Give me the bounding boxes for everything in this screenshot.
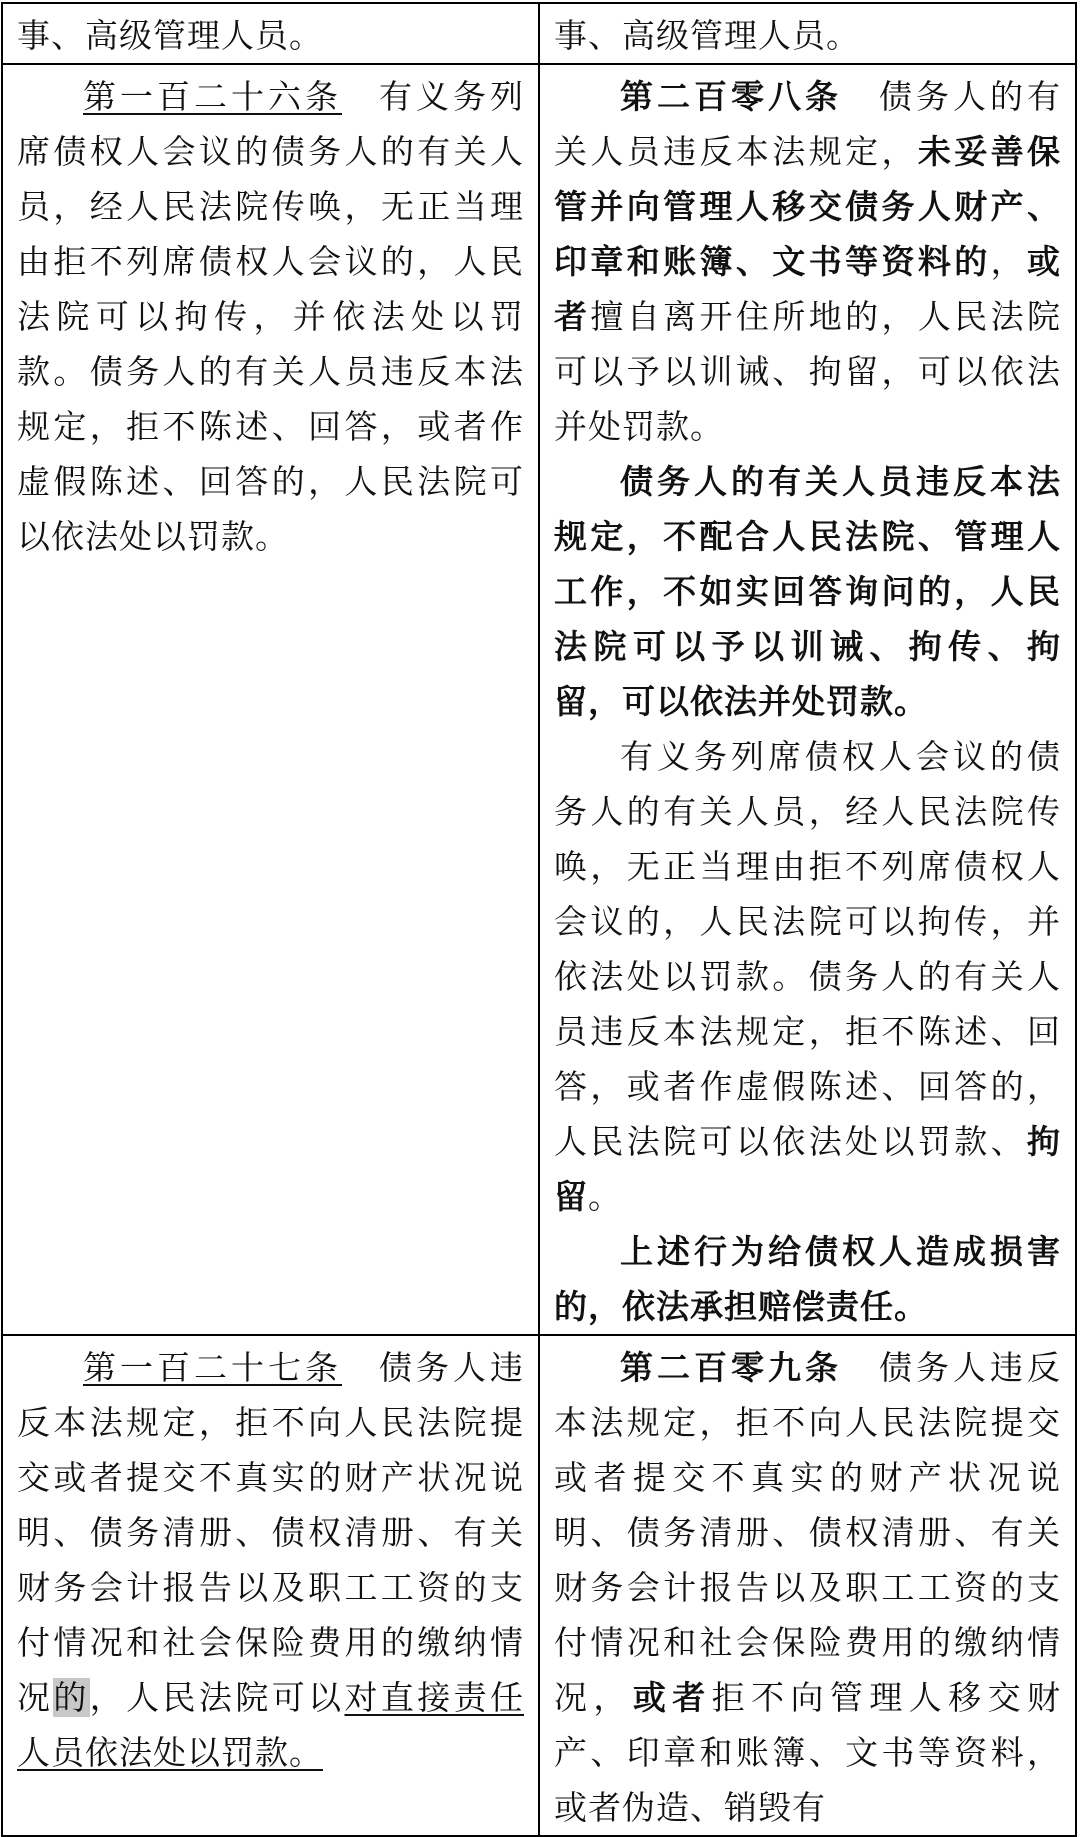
article-text: 债务人的有关人员违反本法规定， <box>554 77 1061 171</box>
article-text: 债务人违反本法规定，拒不向人民法院提交或者提交不真实的财产状况说明、债务清册、债权清册、有关财务会计报告以及职工工资的支付情况和社会保险费用的缴纳情况 <box>17 1348 524 1717</box>
article-number: 第一百二十六条 <box>83 77 342 116</box>
article-text: 拒不向管理人移交财产、印章和账簿、文书等资料，或者伪造、销毁有 <box>554 1678 1062 1827</box>
table-cell-left <box>2 3 539 64</box>
article-text: ，人民法院可以 <box>89 1678 345 1717</box>
article-number: 第二百零八条 <box>620 77 842 116</box>
article-paragraph <box>17 1340 524 1780</box>
amended-text: 拘留 <box>554 1122 1061 1216</box>
article-text: 债务人违反本法规定，拒不向人民法院提交或者提交不真实的财产状况说明、债务清册、债权清册、有关财务会计报告以及职工工资的支付情况和社会保险费用的缴纳情况， <box>554 1348 1061 1717</box>
table-cell-left <box>2 1335 539 1836</box>
highlighted-text: 的 <box>53 1678 90 1717</box>
article-number: 第一百二十七条 <box>83 1348 342 1387</box>
table-cell-right <box>539 64 1076 1335</box>
table-cell-right <box>539 3 1076 64</box>
amended-paragraph: 上述行为给债权人造成损害的，依法承担赔偿责任。 <box>554 1232 1061 1326</box>
table-cell-right <box>539 1335 1076 1836</box>
article-paragraph <box>554 69 1061 454</box>
article-text: 。 <box>588 1177 622 1216</box>
article-text: 有义务列席债权人会议的债务人的有关人员，经人民法院传唤，无正当理由拒不列席债权人会议的，人民法院可以拘传，并依法处以罚款。债务人的有关人员违反本法规定，拒不陈述、回答，或者作虚假陈述、回答的，人民法院可以依法处以罚款。 <box>17 77 524 556</box>
law-comparison-table <box>1 2 1077 1837</box>
article-text: 。 <box>289 1733 323 1772</box>
table-row <box>2 1335 1076 1836</box>
amended-paragraph: 债务人的有关人员违反本法规定，不配合人民法院、管理人工作，不如实回答询问的，人民法院可以予以训诫、拘传、拘留，可以依法并处罚款。 <box>554 462 1061 721</box>
article-number: 第二百零九条 <box>620 1348 842 1387</box>
cell-text: 事、高级管理人员。 <box>554 16 860 55</box>
cell-text: 事、高级管理人员。 <box>17 16 323 55</box>
table-cell-left <box>2 64 539 1335</box>
article-paragraph <box>554 1340 1061 1835</box>
article-text: 有义务列席债权人会议的债务人的有关人员，经人民法院传唤，无正当理由拒不列席债权人会议的，人民法院可以拘传，并依法处以罚款。债务人的有关人员违反本法规定，拒不陈述、回答，或者作虚假陈述、回答的，人民法院可以依法处以罚款、 <box>554 737 1061 1161</box>
article-text: 擅自离开住所地的，人民法院可以予以训诫、拘留，可以依法并处罚款。 <box>554 297 1062 446</box>
amended-text: 或者 <box>554 242 1062 336</box>
amended-text: 未妥善保管并向管理人移交债务人财产、印章和账簿、文书等资料的 <box>554 132 1062 281</box>
amended-text: 或者 <box>632 1678 712 1717</box>
underlined-text: 对直接责任人员依法处以罚款 <box>17 1678 525 1772</box>
article-paragraph <box>554 729 1061 1224</box>
article-paragraph <box>17 69 524 564</box>
table-row <box>2 3 1076 64</box>
article-text: ， <box>990 242 1028 281</box>
table-row <box>2 64 1076 1335</box>
